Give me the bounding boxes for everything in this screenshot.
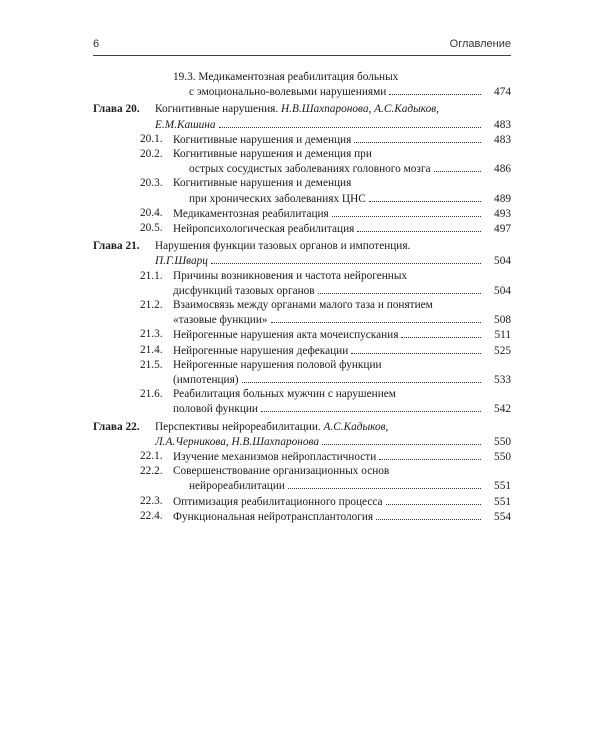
dot-leader <box>379 449 481 460</box>
dot-leader <box>288 478 481 489</box>
dot-leader <box>219 117 481 128</box>
toc-entry-text: Когнитивные нарушения и деменция при <box>173 148 372 161</box>
toc-page-number: 550 <box>494 435 511 448</box>
toc-page-number: 483 <box>494 133 511 146</box>
toc-entry-22-2[interactable] <box>93 464 511 493</box>
section-number: 22.2. <box>140 465 163 478</box>
dot-leader <box>332 206 481 217</box>
toc-chapter-20[interactable] <box>93 102 511 131</box>
dot-leader <box>242 372 481 383</box>
section-number: 20.4. <box>140 206 163 219</box>
toc-page-number: 474 <box>494 86 511 99</box>
toc-entry-text: (импотенция) <box>173 374 239 387</box>
toc-entry-22-4[interactable] <box>93 509 511 524</box>
toc-entry-text: Нейропсихологическая реабилитация <box>173 223 355 236</box>
toc-entry-text: острых сосудистых заболеваниях головного мозга <box>189 163 431 176</box>
section-number: 22.4. <box>140 509 163 522</box>
toc-entry-text: с эмоционально-волевыми нарушениями <box>189 86 387 99</box>
toc-entry-text: 19.3. Медикаментозная реабилитация больных <box>173 71 399 83</box>
chapter-authors: Е.М.Кашина <box>155 118 216 131</box>
toc-entry-text: Причины возникновения и частота нейрогенных <box>173 269 408 282</box>
toc-entry-text: Взаимосвязь между органами малого таза и понятием <box>173 299 433 312</box>
section-number: 22.3. <box>140 494 163 507</box>
section-number: 20.2. <box>140 148 163 161</box>
toc-page-number: 551 <box>494 495 511 508</box>
section-number: 20.1. <box>140 132 163 145</box>
section-number: 20.3. <box>140 177 163 190</box>
toc-page-number: 525 <box>494 344 511 357</box>
toc-entry-text: Медикаментозная реабилитация <box>173 207 329 220</box>
toc-entry-21-6[interactable] <box>93 387 511 416</box>
dot-leader <box>318 283 481 294</box>
toc-entry-20-5[interactable] <box>93 221 511 236</box>
running-header <box>93 38 511 54</box>
section-number: 22.1. <box>140 450 163 463</box>
toc-page-number: 504 <box>494 284 511 297</box>
chapter-authors: П.Г.Шварц <box>155 255 208 268</box>
toc-entry-text: Когнитивные нарушения и деменция <box>173 177 352 190</box>
running-title: Оглавление <box>449 38 511 50</box>
chapter-label: Глава 21. <box>93 240 140 253</box>
chapter-authors: А.С.Кадыков, <box>323 420 389 433</box>
toc-page-number: 533 <box>494 374 511 387</box>
dot-leader <box>322 434 481 445</box>
toc-entry-text: Реабилитация больных мужчин с нарушением <box>173 388 396 401</box>
dot-leader <box>357 221 481 232</box>
toc-page-number: 551 <box>494 480 511 493</box>
toc-entry-text: дисфункций тазовых органов <box>173 284 315 297</box>
section-number: 21.1. <box>140 269 163 282</box>
toc-page-number: 489 <box>494 192 511 205</box>
dot-leader <box>376 509 481 520</box>
section-number: 21.2. <box>140 299 163 312</box>
toc-page-number: 550 <box>494 451 511 464</box>
toc-entry-20-3[interactable] <box>93 176 511 205</box>
toc-entry-text: при хронических заболеваниях ЦНС <box>189 192 366 205</box>
toc-entry-text: Нейрогенные нарушения дефекации <box>173 344 349 357</box>
toc-entry-text: Нейрогенные нарушения половой функции <box>173 358 382 371</box>
chapter-title: Перспективы нейрореабилитации. <box>155 420 321 433</box>
section-number: 21.4. <box>140 343 163 356</box>
section-number: 21.6. <box>140 388 163 401</box>
section-number: 21.3. <box>140 328 163 341</box>
dot-leader <box>211 253 481 264</box>
dot-leader <box>271 312 481 323</box>
toc-entry-text: Оптимизация реабилитационного процесса <box>173 495 383 508</box>
toc-entry-19-3[interactable] <box>93 70 511 99</box>
toc-page-number: 504 <box>494 255 511 268</box>
toc-page-number: 486 <box>494 163 511 176</box>
dot-leader <box>386 494 481 505</box>
toc-entry-text: Когнитивные нарушения и деменция <box>173 133 352 146</box>
toc-chapter-21[interactable] <box>93 239 511 268</box>
toc-entry-text: Совершенствование организационных основ <box>173 465 390 478</box>
toc-entry-20-1[interactable] <box>93 132 511 147</box>
dot-leader <box>351 343 481 354</box>
toc-entry-text: Нейрогенные нарушения акта мочеиспускания <box>173 329 399 342</box>
chapter-title: Нарушения функции тазовых органов и импотенция. <box>155 240 411 253</box>
toc-entry-text: нейрореабилитации <box>189 480 285 493</box>
dot-leader <box>369 191 481 202</box>
chapter-label: Глава 20. <box>93 103 140 116</box>
toc-page-number: 497 <box>494 223 511 236</box>
dot-leader <box>401 327 481 338</box>
toc-entry-22-1[interactable] <box>93 449 511 464</box>
chapter-authors: Н.В.Шахпаронова, А.С.Кадыков, <box>281 103 439 116</box>
table-of-contents <box>93 70 511 524</box>
dot-leader <box>354 132 481 143</box>
chapter-title: Когнитивные нарушения. <box>155 103 279 116</box>
toc-page-number: 483 <box>494 118 511 131</box>
section-number: 21.5. <box>140 358 163 371</box>
toc-page-number: 508 <box>494 314 511 327</box>
toc-page-number: 493 <box>494 207 511 220</box>
dot-leader <box>389 84 481 95</box>
toc-page-number: 511 <box>494 329 511 342</box>
toc-entry-21-2[interactable] <box>93 298 511 327</box>
toc-entry-text: Изучение механизмов нейропластичности <box>173 451 377 464</box>
chapter-label: Глава 22. <box>93 420 140 433</box>
toc-chapter-22[interactable] <box>93 420 511 449</box>
toc-entry-text: «тазовые функции» <box>173 314 268 327</box>
toc-entry-20-4[interactable] <box>93 206 511 221</box>
toc-page-number: 542 <box>494 403 511 416</box>
toc-entry-21-1[interactable] <box>93 269 511 298</box>
header-divider <box>93 55 511 56</box>
page-number: 6 <box>93 38 100 50</box>
toc-entry-20-2[interactable] <box>93 147 511 176</box>
chapter-authors: Л.А.Черникова, Н.В.Шахпаронова <box>155 435 319 448</box>
toc-entry-22-3[interactable] <box>93 494 511 509</box>
toc-entry-21-3[interactable] <box>93 327 511 342</box>
dot-leader <box>261 401 481 412</box>
dot-leader <box>434 161 481 172</box>
toc-entry-text: половой функции <box>173 403 258 416</box>
toc-page-number: 554 <box>494 510 511 523</box>
toc-entry-text: Функциональная нейротрансплантология <box>173 510 374 523</box>
toc-entry-21-4[interactable] <box>93 343 511 358</box>
toc-entry-21-5[interactable] <box>93 358 511 387</box>
section-number: 20.5. <box>140 222 163 235</box>
